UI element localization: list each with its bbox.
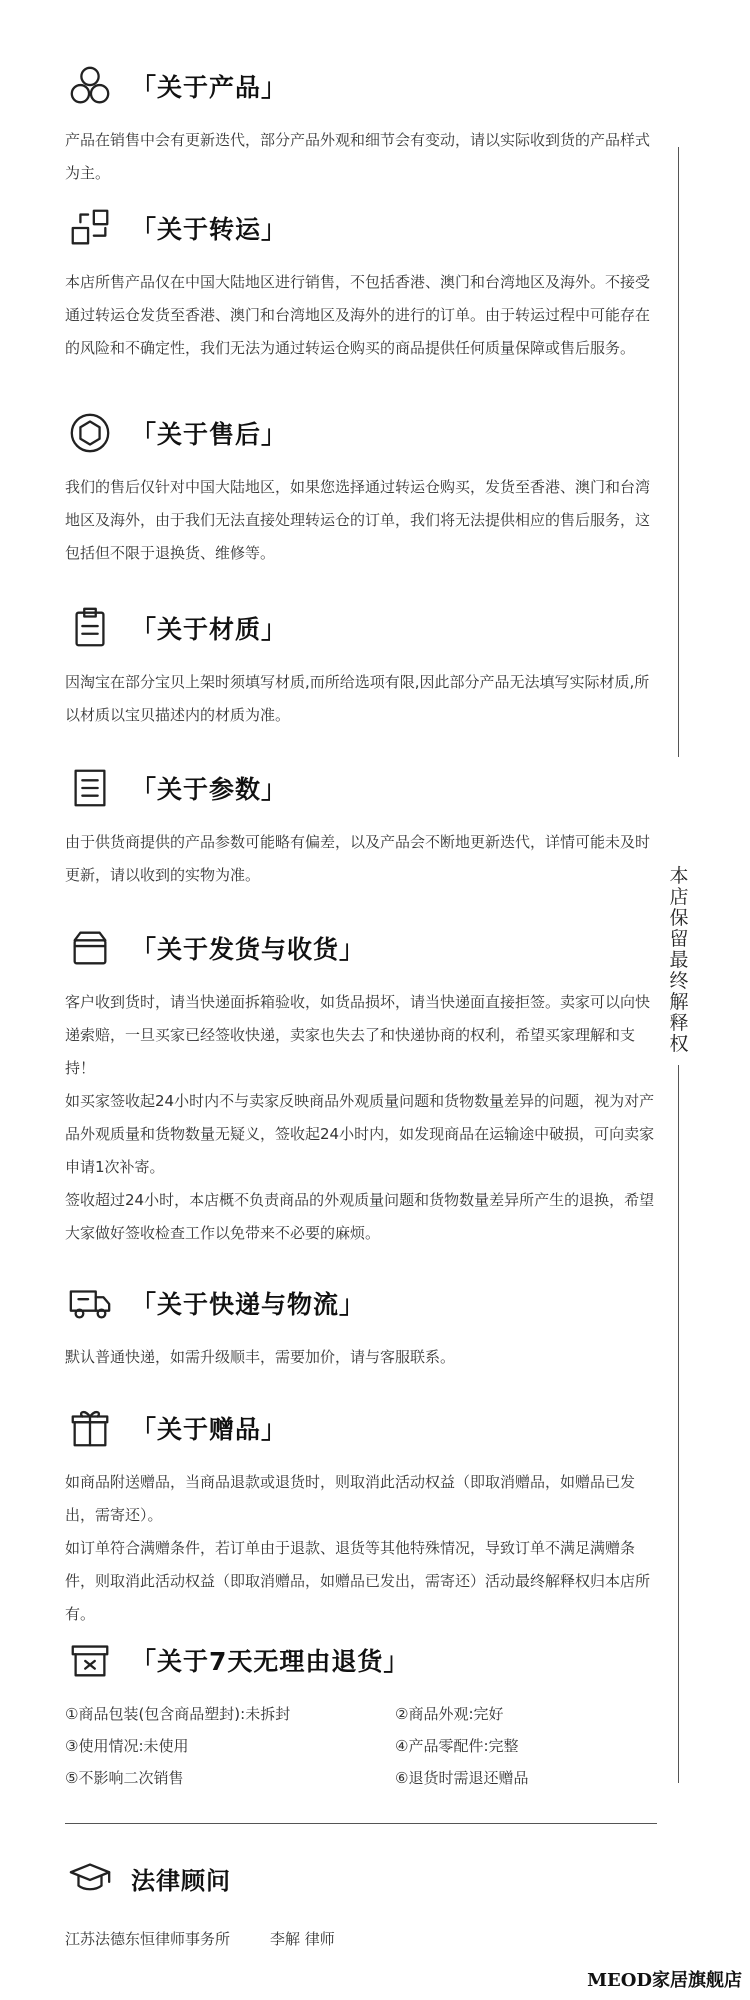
right-divider-top [678, 147, 679, 757]
section-paragraph: 本店所售产品仅在中国大陆地区进行销售，不包括香港、澳门和台湾地区及海外。不接受通过转运仓发货至香港、澳门和台湾地区及海外的进行的订单。由于转运过程中可能存在的风险和不确定性，我们无法为通过转运仓购买的商品提供任何质量保障或售后服务。 [65, 273, 651, 357]
legal-section [65, 1850, 655, 1949]
return-condition: ③使用情况:未使用 [65, 1737, 189, 1755]
legal-title: 法律顾问 [131, 1866, 231, 1895]
delivery-truck-icon [65, 1278, 115, 1328]
section-paragraph: 签收超过24小时，本店概不负责商品的外观质量问题和货物数量差异所产生的退换，希望大家做好签收检查工作以免带来不必要的麻烦。 [65, 1191, 655, 1242]
law-firm: 江苏法德东恒律师事务所 [65, 1930, 231, 1948]
gift-icon [65, 1403, 115, 1453]
section-5 [65, 760, 655, 892]
lawyer-name: 李解 律师 [270, 1930, 335, 1948]
graduation-cap-icon [65, 1853, 115, 1903]
document-lines-icon [65, 763, 115, 813]
section-paragraph: 由于供货商提供的产品参数可能略有偏差，以及产品会不断地更新迭代，详情可能未及时更新，请以收到的实物为准。 [65, 833, 651, 884]
section-title: 「关于发货与收货」 [131, 935, 366, 964]
section-title: 「关于赠品」 [131, 1415, 288, 1444]
store-brand: MEOD家居旗舰店 [587, 1970, 742, 1991]
section-8 [65, 1400, 655, 1631]
section-paragraph: 因淘宝在部分宝贝上架时须填写材质,而所给选项有限,因此部分产品无法填写实际材质,所以材质以宝贝描述内的材质为准。 [65, 673, 650, 724]
return-condition: ②商品外观:完好 [395, 1705, 504, 1723]
section-title: 「关于材质」 [131, 615, 288, 644]
return-condition: ⑥退货时需退还赠品 [395, 1769, 529, 1787]
returns-title: 「关于7天无理由退货」 [131, 1647, 410, 1676]
section-title: 「关于快递与物流」 [131, 1290, 366, 1319]
transfer-squares-icon [65, 203, 115, 253]
section-4 [65, 600, 655, 732]
section-paragraph: 如商品附送赠品，当商品退款或退货时，则取消此活动权益（即取消赠品，如赠品已发出，需寄还）。 [65, 1473, 636, 1524]
section-paragraph: 我们的售后仅针对中国大陆地区，如果您选择通过转运仓购买，发货至香港、澳门和台湾地区及海外，由于我们无法直接处理转运仓的订单，我们将无法提供相应的售后服务，这包括但不限于退换货、维修等。 [65, 478, 651, 562]
section-paragraph: 产品在销售中会有更新迭代，部分产品外观和细节会有变动，请以实际收到货的产品样式为主。 [65, 131, 651, 182]
footer-divider [65, 1823, 657, 1824]
section-paragraph: 默认普通快递，如需升级顺丰，需要加价，请与客服联系。 [65, 1348, 456, 1366]
return-condition: ⑤不影响二次销售 [65, 1769, 184, 1787]
section-1 [65, 58, 655, 190]
hexagon-service-icon [65, 408, 115, 458]
clipboard-icon [65, 603, 115, 653]
section-paragraph: 客户收到货时，请当快递面拆箱验收，如货品损坏，请当快递面直接拒签。卖家可以向快递索赔，一旦买家已经签收快递，卖家也失去了和快递协商的权利，希望买家理解和支持！ [65, 993, 651, 1077]
section-7 [65, 1275, 655, 1374]
package-box-icon [65, 923, 115, 973]
section-6 [65, 920, 655, 1250]
section-paragraph: 如订单符合满赠条件，若订单由于退款、退货等其他特殊情况，导致订单不满足满赠条件，则取消此活动权益（即取消赠品，如赠品已发出，需寄还）活动最终解释权归本店所有。 [65, 1539, 651, 1623]
three-circles-icon [65, 61, 115, 111]
return-condition: ①商品包装(包含商品塑封):未拆封 [65, 1705, 291, 1723]
right-divider-bottom [678, 1065, 679, 1783]
side-note: 本店保留最终解释权 [669, 865, 689, 1055]
section-paragraph: 如买家签收起24小时内不与卖家反映商品外观质量问题和货物数量差异的问题，视为对产品外观质量和货物数量无疑义，签收起24小时内，如发现商品在运输途中破损，可向卖家申请1次补寄。 [65, 1092, 655, 1176]
return-condition: ④产品零配件:完整 [395, 1737, 519, 1755]
returns-section [65, 1632, 655, 1794]
section-2 [65, 200, 655, 365]
return-box-icon [65, 1635, 115, 1685]
section-title: 「关于转运」 [131, 215, 288, 244]
section-title: 「关于参数」 [131, 775, 288, 804]
section-3 [65, 405, 655, 570]
section-title: 「关于产品」 [131, 73, 288, 102]
section-title: 「关于售后」 [131, 420, 288, 449]
